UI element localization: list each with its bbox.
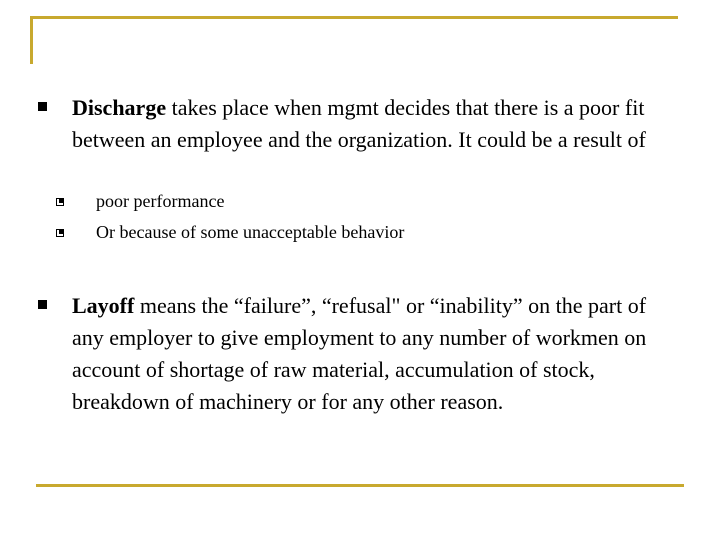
term-layoff: Layoff: [72, 293, 135, 318]
bullet-text: [72, 92, 678, 156]
sublist-item-text: Or because of some unacceptable behavior: [96, 222, 405, 242]
hollow-square-bullet-icon: [56, 198, 64, 206]
term-discharge: Discharge: [72, 95, 167, 120]
bullet-discharge: [38, 92, 678, 156]
top-rule: [30, 16, 678, 19]
sublist-item: [56, 190, 404, 221]
left-rule: [30, 16, 33, 64]
sublist-item: [56, 221, 404, 252]
discharge-description: takes place when mgmt decides that there is a poor fit between an employee and the organization. It could be a result of: [72, 95, 646, 152]
bullet-layoff: [38, 290, 678, 418]
square-bullet-icon: [38, 102, 47, 111]
hollow-square-bullet-icon: [56, 229, 64, 237]
sublist: [56, 190, 404, 252]
layoff-description: means the “failure”, “refusal" or “inability” on the part of any employer to give employment to any number of workmen on account of shortage of raw material, accumulation of stock, breakdown of machinery or for any other reason.: [72, 293, 647, 414]
bottom-rule: [36, 484, 684, 487]
bullet-text: [72, 290, 678, 418]
square-bullet-icon: [38, 300, 47, 309]
sublist-item-text: poor performance: [96, 191, 225, 211]
